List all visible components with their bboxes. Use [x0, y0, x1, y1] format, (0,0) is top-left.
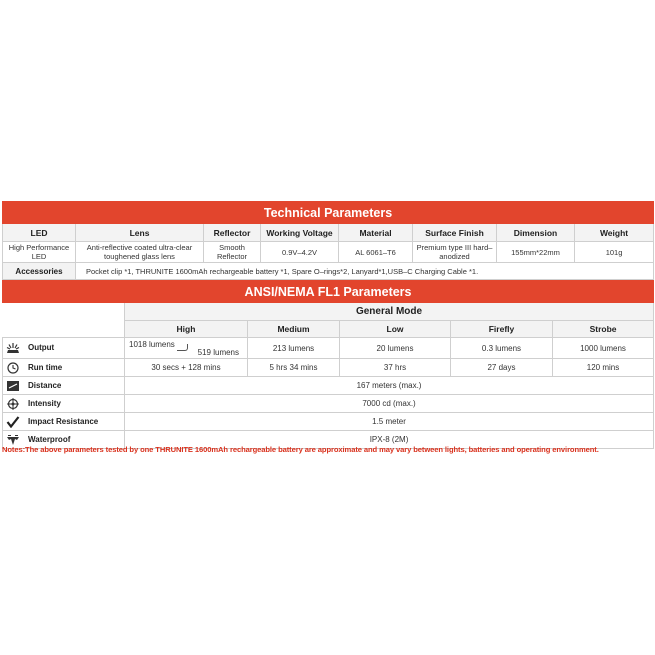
header-surface-finish: Surface Finish [413, 224, 497, 242]
waterproof-value: IPX-8 (2M) [125, 431, 654, 449]
output-icon [6, 342, 22, 354]
spec-sheet [2, 201, 653, 449]
checkmark-icon [6, 416, 22, 428]
runtime-row-label [3, 359, 125, 377]
impact-label: Impact Resistance [28, 416, 99, 426]
output-label: Output [28, 343, 55, 353]
accessories-label: Accessories [3, 263, 76, 280]
notes-text: Notes:The above parameters tested by one THRUNITE 1600mAh rechargeable battery are approximate and may vary between lights, batteries and operating environment. [2, 445, 599, 454]
runtime-medium: 5 hrs 34 mins [248, 359, 340, 377]
output-high [125, 338, 248, 359]
output-low: 20 lumens [340, 338, 451, 359]
general-mode-header: General Mode [125, 303, 654, 321]
output-strobe: 1000 lumens [553, 338, 654, 359]
ansi-parameters-table [2, 280, 654, 449]
header-led: LED [3, 224, 76, 242]
runtime-label: Run time [28, 362, 63, 372]
header-dimension: Dimension [497, 224, 575, 242]
distance-value: 167 meters (max.) [125, 377, 654, 395]
technical-parameters-table [2, 201, 654, 280]
mode-firefly: Firefly [451, 321, 553, 338]
runtime-strobe: 120 mins [553, 359, 654, 377]
output-firefly: 0.3 lumens [451, 338, 553, 359]
distance-row-label [3, 377, 125, 395]
runtime-low: 37 hrs [340, 359, 451, 377]
accessories-value: Pocket clip *1, THRUNITE 1600mAh rechargeable battery *1, Spare O–rings*2, Lanyard*1,USB–C Charging Cable *1. [76, 263, 654, 280]
output-high-max: 1018 lumens [129, 340, 175, 349]
distance-icon [6, 380, 22, 392]
technical-parameters-title: Technical Parameters [3, 202, 654, 224]
runtime-high: 30 secs + 128 mins [125, 359, 248, 377]
output-row-label [3, 338, 125, 359]
mode-low: Low [340, 321, 451, 338]
mode-medium: Medium [248, 321, 340, 338]
value-weight: 101g [575, 242, 654, 263]
intensity-icon [6, 398, 22, 410]
waterproof-icon [6, 434, 22, 446]
header-working-voltage: Working Voltage [261, 224, 339, 242]
value-reflector: Smooth Reflector [204, 242, 261, 263]
header-lens: Lens [76, 224, 204, 242]
impact-value: 1.5 meter [125, 413, 654, 431]
runtime-firefly: 27 days [451, 359, 553, 377]
header-reflector: Reflector [204, 224, 261, 242]
intensity-row-label [3, 395, 125, 413]
value-dimension: 155mm*22mm [497, 242, 575, 263]
impact-row-label [3, 413, 125, 431]
output-high-stepdown: 519 lumens [197, 348, 239, 357]
value-lens: Anti-reflective coated ultra-clear toughened glass lens [76, 242, 204, 263]
value-working-voltage: 0.9V–4.2V [261, 242, 339, 263]
header-weight: Weight [575, 224, 654, 242]
intensity-value: 7000 cd (max.) [125, 395, 654, 413]
distance-label: Distance [28, 380, 62, 390]
value-material: AL 6061–T6 [339, 242, 413, 263]
blank-corner [3, 303, 125, 338]
intensity-label: Intensity [28, 398, 61, 408]
header-material: Material [339, 224, 413, 242]
mode-high: High [125, 321, 248, 338]
step-down-connector [177, 344, 188, 351]
clock-icon [6, 362, 22, 374]
ansi-parameters-title: ANSI/NEMA FL1 Parameters [3, 281, 654, 303]
output-medium: 213 lumens [248, 338, 340, 359]
mode-strobe: Strobe [553, 321, 654, 338]
waterproof-label: Waterproof [28, 434, 71, 444]
value-surface-finish: Premium type III hard–anodized [413, 242, 497, 263]
value-led: High Performance LED [3, 242, 76, 263]
